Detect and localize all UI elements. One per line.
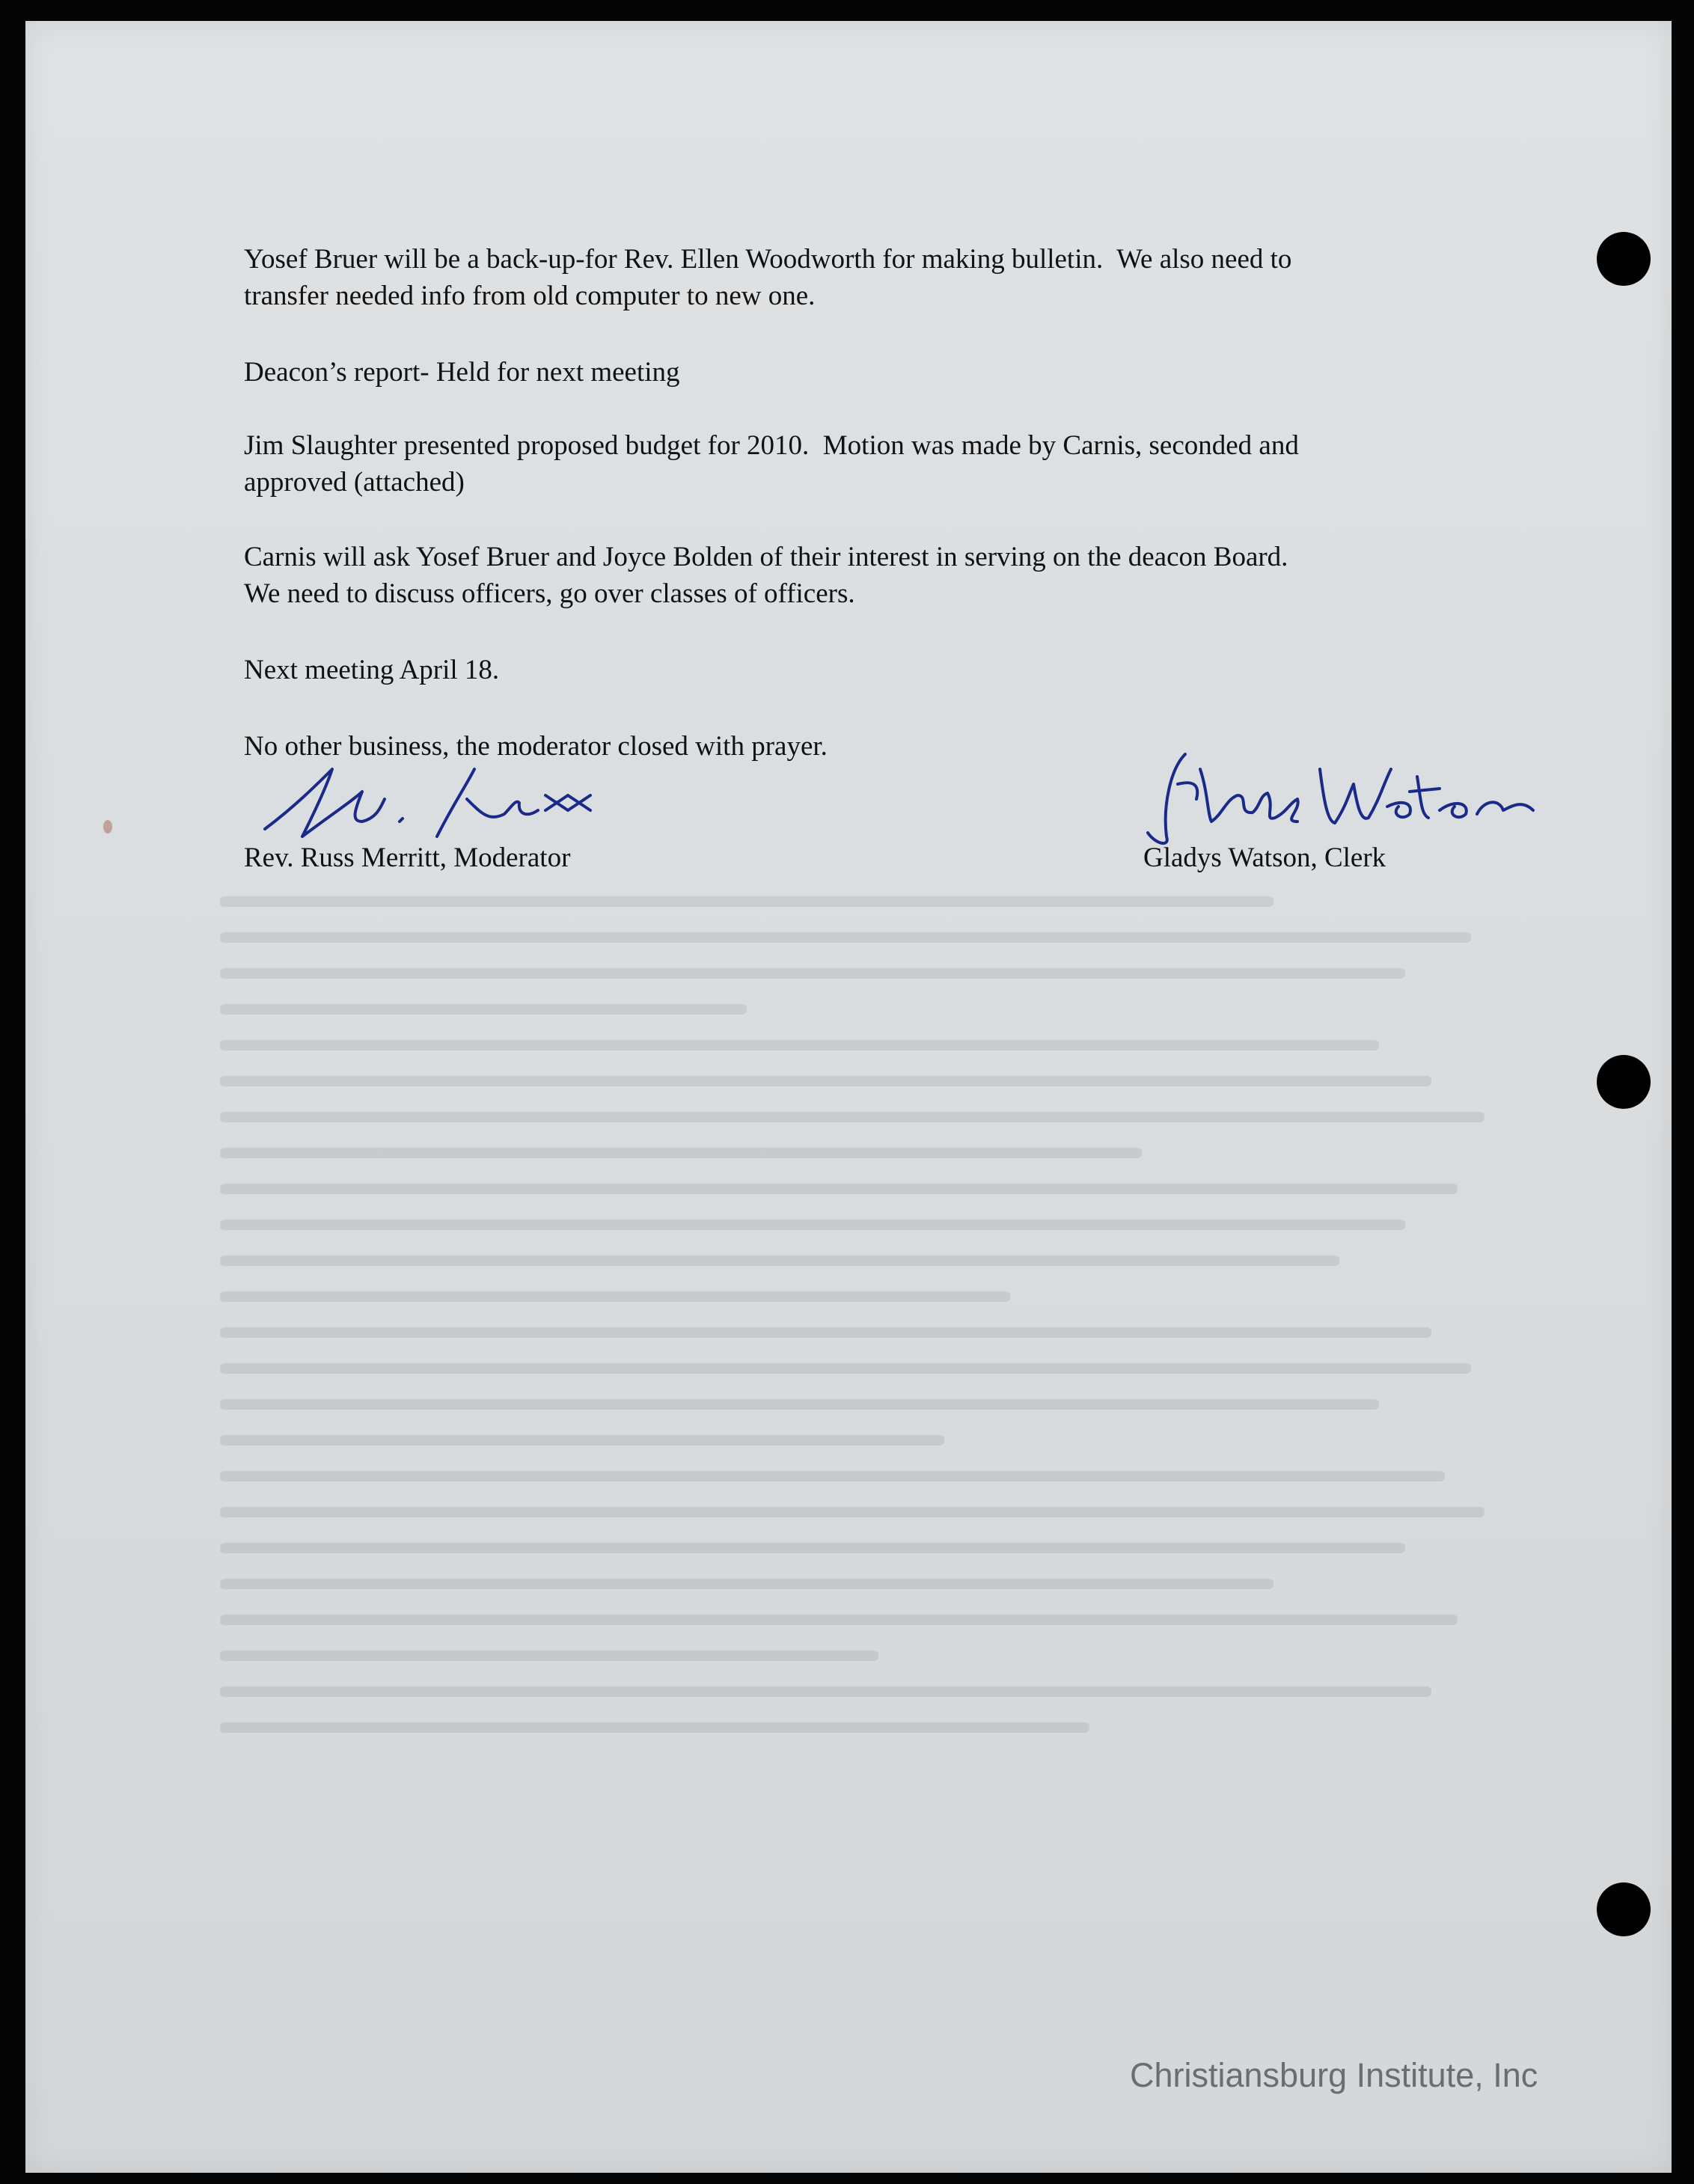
- paper-stain: [103, 820, 112, 833]
- moderator-signature: [250, 739, 624, 851]
- paragraph-next-meeting: Next meeting April 18.: [244, 655, 500, 685]
- moderator-name: Rev. Russ Merritt, Moderator: [244, 842, 571, 873]
- document-page: [25, 21, 1672, 2173]
- bleed-through-text: [220, 896, 1537, 1974]
- paragraph-closing: No other business, the moderator closed with prayer.: [244, 731, 828, 762]
- paragraph-deacon-board: Carnis will ask Yosef Bruer and Joyce Bolden of their interest in serving on the deacon Board. We need to discuss officers, go over classes of officers.: [244, 542, 1288, 609]
- punch-hole-top: [1597, 232, 1651, 286]
- punch-hole-middle: [1597, 1055, 1651, 1109]
- clerk-signature: [1125, 739, 1544, 851]
- clerk-name: Gladys Watson, Clerk: [1143, 842, 1386, 873]
- paragraph-bulletin: Yosef Bruer will be a back-up-for Rev. Ellen Woodworth for making bulletin. We also need to transfer needed info from old computer to new one.: [244, 244, 1292, 311]
- paragraph-deacons-report: Deacon’s report- Held for next meeting: [244, 357, 680, 388]
- watermark: Christiansburg Institute, Inc: [1130, 2056, 1538, 2094]
- punch-hole-bottom: [1597, 1882, 1651, 1936]
- paragraph-budget: Jim Slaughter presented proposed budget for 2010. Motion was made by Carnis, seconded and approved (attached): [244, 430, 1299, 498]
